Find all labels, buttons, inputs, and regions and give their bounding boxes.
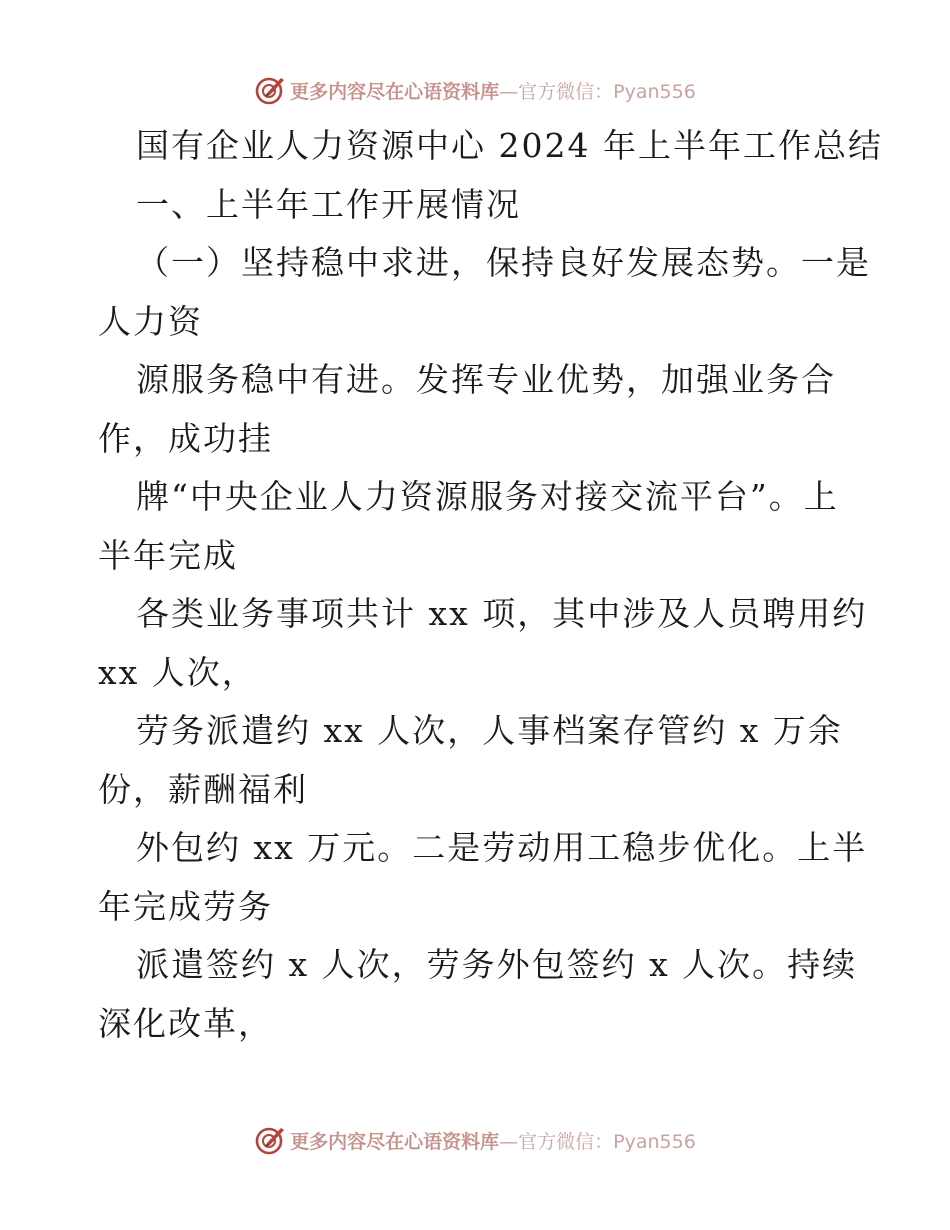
- paragraph-line: xx 人次，: [98, 652, 257, 692]
- paragraph-line: 年完成劳务: [98, 886, 273, 926]
- pen-logo-icon: [254, 1124, 286, 1156]
- paragraph-line: 份，薪酬福利: [98, 769, 308, 809]
- header-watermark-banner: [0, 70, 950, 110]
- paragraph-line: 外包约 xx 万元。二是劳动用工稳步优化。上半: [136, 828, 868, 867]
- paragraph-line: 各类业务事项共计 xx 项，其中涉及人员聘用约: [136, 594, 868, 633]
- section-heading: 一、上半年工作开展情况: [136, 184, 521, 224]
- paragraph-line: 深化改革，: [98, 1003, 273, 1043]
- paragraph-line: 半年完成: [98, 535, 238, 575]
- document-body: [98, 117, 883, 1053]
- paragraph-line: 人力资: [98, 301, 203, 341]
- paragraph-line: 派遣签约 x 人次，劳务外包签约 x 人次。持续: [136, 945, 858, 984]
- footer-watermark-banner: [0, 1120, 950, 1160]
- document-title: 国有企业人力资源中心 2024 年上半年工作总结: [136, 126, 883, 165]
- pen-logo-icon: [254, 74, 286, 106]
- paragraph-line: 源服务稳中有进。发挥专业优势，加强业务合: [136, 360, 836, 399]
- paragraph-line: （一）坚持稳中求进，保持良好发展态势。一是: [136, 243, 871, 282]
- paragraph-line: 牌“中央企业人力资源服务对接交流平台”。上: [136, 477, 839, 516]
- watermark-text: 更多内容尽在心语资料库—官方微信：Pyan556: [290, 1130, 696, 1153]
- paragraph-line: 作，成功挂: [98, 418, 273, 458]
- watermark-text: 更多内容尽在心语资料库—官方微信：Pyan556: [290, 80, 696, 103]
- paragraph-line: 劳务派遣约 xx 人次，人事档案存管约 x 万余: [136, 711, 843, 750]
